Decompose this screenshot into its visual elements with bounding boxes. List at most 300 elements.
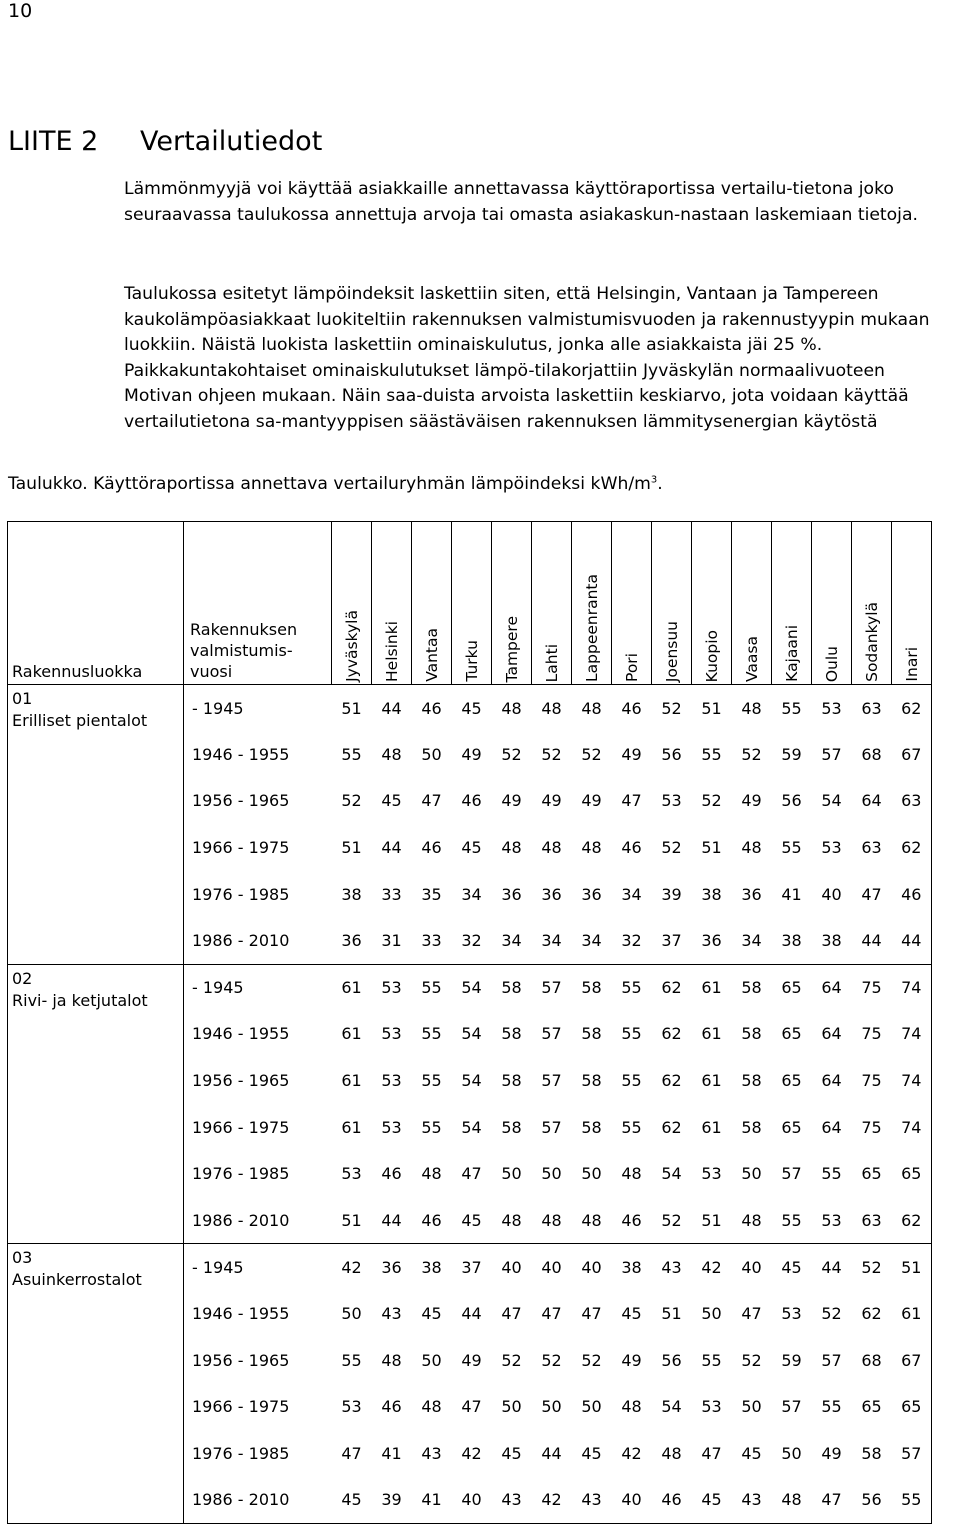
value-cell: 65 (861, 1164, 882, 1184)
value-cell: 61 (701, 1117, 722, 1137)
value-cell: 37 (652, 917, 692, 964)
table-row (8, 685, 932, 732)
value-cell: 52 (501, 744, 522, 764)
value-cell: 47 (581, 1304, 602, 1324)
value-cell: 34 (732, 917, 772, 964)
value-cell: 34 (532, 917, 572, 964)
header-city: Tampere (492, 522, 532, 685)
value-cell: 52 (581, 744, 602, 764)
header-city: Inari (892, 522, 932, 685)
value-cell: 62 (652, 964, 692, 1011)
value-cell: 46 (461, 791, 482, 811)
table-row (8, 964, 932, 1011)
value-cell: 45 (692, 1477, 732, 1524)
value-cell: 55 (772, 1197, 812, 1244)
value-cell: 53 (381, 1024, 402, 1044)
value-cell: 52 (652, 1197, 692, 1244)
value-cell: 47 (812, 1477, 852, 1524)
value-cell: 48 (581, 838, 602, 858)
value-cell: 58 (492, 964, 532, 1011)
value-cell: 55 (781, 838, 802, 858)
value-cell: 40 (452, 1477, 492, 1524)
value-cell: 65 (772, 964, 812, 1011)
value-cell: 55 (892, 1477, 932, 1524)
value-cell: 54 (461, 1071, 482, 1091)
value-cell: 43 (492, 1477, 532, 1524)
year-cell: 1966 - 1975 (184, 1383, 332, 1430)
value-cell: 54 (452, 964, 492, 1011)
year-cell: 1946 - 1955 (184, 1290, 332, 1337)
value-cell: 49 (621, 1350, 642, 1370)
value-cell: 48 (501, 838, 522, 858)
value-cell: 43 (421, 1443, 442, 1463)
value-cell: 36 (332, 917, 372, 964)
header-city: Vaasa (732, 522, 772, 685)
category-name: Erilliset pientalot (12, 711, 148, 730)
value-cell: 55 (621, 1117, 642, 1137)
value-cell: 52 (741, 1350, 762, 1370)
value-cell: 55 (412, 964, 452, 1011)
value-cell: 58 (732, 964, 772, 1011)
value-cell: 47 (341, 1443, 362, 1463)
value-cell: 55 (621, 1071, 642, 1091)
value-cell: 65 (892, 1383, 932, 1430)
value-cell: 54 (821, 791, 842, 811)
value-cell: 46 (412, 1197, 452, 1244)
value-cell: 48 (532, 685, 572, 732)
value-cell: 45 (741, 1443, 762, 1463)
value-cell: 56 (661, 1350, 682, 1370)
value-cell: 65 (781, 1024, 802, 1044)
year-cell: 1986 - 2010 (184, 1197, 332, 1244)
value-cell: 58 (501, 1117, 522, 1137)
value-cell: 48 (732, 1197, 772, 1244)
value-cell: 47 (541, 1304, 562, 1324)
value-cell: 64 (821, 1117, 842, 1137)
value-cell: 34 (572, 917, 612, 964)
value-cell: 44 (381, 838, 402, 858)
value-cell: 52 (821, 1304, 842, 1324)
value-cell: 58 (741, 1117, 762, 1137)
value-cell: 50 (541, 1397, 562, 1417)
value-cell: 50 (741, 1164, 762, 1184)
value-cell: 64 (821, 1024, 842, 1044)
header-city: Jyväskylä (332, 522, 372, 685)
value-cell: 50 (581, 1397, 602, 1417)
page-number: 10 (8, 0, 33, 22)
category-code: 03 (12, 1248, 33, 1268)
value-cell: 63 (852, 685, 892, 732)
value-cell: 46 (652, 1477, 692, 1524)
value-cell: 63 (861, 838, 882, 858)
value-cell: 51 (892, 1244, 932, 1291)
value-cell: 62 (892, 685, 932, 732)
value-cell: 45 (381, 791, 402, 811)
value-cell: 49 (461, 744, 482, 764)
value-cell: 53 (661, 791, 682, 811)
value-cell: 50 (541, 1164, 562, 1184)
value-cell: 53 (341, 1164, 362, 1184)
value-cell: 47 (461, 1164, 482, 1184)
value-cell: 36 (541, 884, 562, 904)
value-cell: 38 (772, 917, 812, 964)
value-cell: 64 (861, 791, 882, 811)
appendix-heading (8, 126, 323, 157)
value-cell: 62 (892, 824, 932, 871)
value-cell: 49 (821, 1443, 842, 1463)
table-header-row (8, 522, 932, 685)
value-cell: 45 (332, 1477, 372, 1524)
value-cell: 44 (852, 917, 892, 964)
value-cell: 65 (892, 1150, 932, 1197)
value-cell: 58 (741, 1024, 762, 1044)
value-cell: 45 (461, 838, 482, 858)
category-name: Rivi- ja ketjutalot (12, 990, 148, 1010)
value-cell: 57 (541, 1117, 562, 1137)
year-cell: 1986 - 2010 (184, 1477, 332, 1524)
value-cell: 37 (452, 1244, 492, 1291)
value-cell: 39 (661, 884, 682, 904)
value-cell: 75 (861, 1071, 882, 1091)
category-cell (8, 685, 184, 965)
value-cell: 42 (332, 1244, 372, 1291)
value-cell: 42 (621, 1443, 642, 1463)
value-cell: 57 (821, 744, 842, 764)
value-cell: 41 (412, 1477, 452, 1524)
value-cell: 47 (621, 791, 642, 811)
value-cell: 51 (692, 1197, 732, 1244)
value-cell: 54 (461, 1024, 482, 1044)
value-cell: 50 (741, 1397, 762, 1417)
category-cell (8, 1244, 184, 1524)
value-cell: 44 (892, 917, 932, 964)
value-cell: 53 (701, 1397, 722, 1417)
value-cell: 46 (621, 838, 642, 858)
value-cell: 62 (661, 1117, 682, 1137)
value-cell: 48 (421, 1397, 442, 1417)
value-cell: 61 (341, 1071, 362, 1091)
value-cell: 31 (372, 917, 412, 964)
category-code: 01 (12, 689, 33, 708)
value-cell: 36 (581, 884, 602, 904)
value-cell: 74 (892, 1057, 932, 1104)
value-cell: 53 (812, 1197, 852, 1244)
value-cell: 46 (381, 1164, 402, 1184)
header-city: Helsinki (372, 522, 412, 685)
value-cell: 74 (892, 1104, 932, 1151)
value-cell: 75 (861, 1024, 882, 1044)
value-cell: 51 (692, 685, 732, 732)
value-cell: 38 (612, 1244, 652, 1291)
value-cell: 62 (661, 1071, 682, 1091)
value-cell: 50 (501, 1164, 522, 1184)
year-cell: 1946 - 1955 (184, 1011, 332, 1058)
header-city: Turku (452, 522, 492, 685)
year-cell: - 1945 (184, 685, 332, 732)
value-cell: 51 (332, 685, 372, 732)
value-cell: 47 (461, 1397, 482, 1417)
value-cell: 53 (812, 685, 852, 732)
value-cell: 68 (861, 1350, 882, 1370)
value-cell: 54 (461, 1117, 482, 1137)
header-city: Kuopio (692, 522, 732, 685)
value-cell: 45 (501, 1443, 522, 1463)
value-cell: 35 (421, 884, 442, 904)
value-cell: 40 (732, 1244, 772, 1291)
value-cell: 55 (421, 1024, 442, 1044)
value-cell: 52 (661, 838, 682, 858)
value-cell: 43 (732, 1477, 772, 1524)
value-cell: 50 (581, 1164, 602, 1184)
value-cell: 61 (341, 1024, 362, 1044)
value-cell: 52 (341, 791, 362, 811)
year-cell: 1956 - 1965 (184, 1057, 332, 1104)
value-cell: 45 (621, 1304, 642, 1324)
value-cell: 65 (781, 1117, 802, 1137)
value-cell: 55 (421, 1071, 442, 1091)
value-cell: 53 (372, 964, 412, 1011)
value-cell: 49 (741, 791, 762, 811)
value-cell: 57 (541, 1071, 562, 1091)
value-cell: 52 (852, 1244, 892, 1291)
year-cell: 1976 - 1985 (184, 1430, 332, 1477)
value-cell: 48 (492, 1197, 532, 1244)
value-cell: 46 (421, 838, 442, 858)
header-city: Lahti (532, 522, 572, 685)
value-cell: 58 (501, 1024, 522, 1044)
value-cell: 36 (501, 884, 522, 904)
year-cell: 1966 - 1975 (184, 1104, 332, 1151)
value-cell: 52 (701, 791, 722, 811)
reference-index-table (7, 521, 932, 1524)
value-cell: 58 (581, 1024, 602, 1044)
value-cell: 40 (821, 884, 842, 904)
value-cell: 52 (581, 1350, 602, 1370)
appendix-title: Vertailutiedot (140, 126, 323, 157)
value-cell: 55 (341, 1350, 362, 1370)
value-cell: 53 (381, 1071, 402, 1091)
year-cell: - 1945 (184, 964, 332, 1011)
value-cell: 48 (541, 838, 562, 858)
year-cell: 1946 - 1955 (184, 731, 332, 778)
value-cell: 65 (861, 1397, 882, 1417)
value-cell: 48 (621, 1164, 642, 1184)
value-cell: 36 (372, 1244, 412, 1291)
value-cell: 55 (821, 1164, 842, 1184)
value-cell: 61 (701, 1071, 722, 1091)
value-cell: 65 (781, 1071, 802, 1091)
intro-paragraph: Lämmönmyyjä voi käyttää asiakkaille annettavassa käyttöraportissa vertailu-tietona joko seuraavassa taulukossa annettuja arvoja tai omasta asiakaskun-nastaan laskemiaan tietoja. (124, 179, 918, 225)
value-cell: 40 (612, 1477, 652, 1524)
category-cell (8, 964, 184, 1244)
value-cell: 55 (341, 744, 362, 764)
value-cell: 36 (692, 917, 732, 964)
value-cell: 44 (461, 1304, 482, 1324)
value-cell: 38 (812, 917, 852, 964)
value-cell: 48 (732, 685, 772, 732)
value-cell: 57 (541, 1024, 562, 1044)
value-cell: 55 (821, 1397, 842, 1417)
value-cell: 74 (892, 1011, 932, 1058)
value-cell: 55 (612, 964, 652, 1011)
header-year: Rakennuksen valmistumis-vuosi (184, 522, 332, 685)
value-cell: 44 (812, 1244, 852, 1291)
year-cell: - 1945 (184, 1244, 332, 1291)
value-cell: 48 (421, 1164, 442, 1184)
value-cell: 47 (741, 1304, 762, 1324)
value-cell: 48 (741, 838, 762, 858)
value-cell: 58 (501, 1071, 522, 1091)
value-cell: 48 (492, 685, 532, 732)
value-cell: 38 (341, 884, 362, 904)
header-city: Pori (612, 522, 652, 685)
value-cell: 51 (341, 838, 362, 858)
value-cell: 68 (861, 744, 882, 764)
value-cell: 55 (621, 1024, 642, 1044)
value-cell: 49 (461, 1350, 482, 1370)
value-cell: 62 (892, 1197, 932, 1244)
value-cell: 46 (892, 871, 932, 918)
category-name: Asuinkerrostalot (12, 1270, 142, 1290)
value-cell: 46 (612, 1197, 652, 1244)
value-cell: 63 (892, 778, 932, 825)
table-body (8, 685, 932, 1524)
value-cell: 55 (701, 744, 722, 764)
value-cell: 53 (781, 1304, 802, 1324)
value-cell: 40 (532, 1244, 572, 1291)
header-city: Vantaa (412, 522, 452, 685)
value-cell: 46 (412, 685, 452, 732)
value-cell: 44 (372, 685, 412, 732)
value-cell: 75 (861, 1117, 882, 1137)
value-cell: 52 (501, 1350, 522, 1370)
value-cell: 67 (892, 1337, 932, 1384)
value-cell: 53 (341, 1397, 362, 1417)
value-cell: 38 (701, 884, 722, 904)
value-cell: 45 (581, 1443, 602, 1463)
value-cell: 48 (381, 1350, 402, 1370)
value-cell: 64 (812, 964, 852, 1011)
value-cell: 33 (412, 917, 452, 964)
year-cell: 1966 - 1975 (184, 824, 332, 871)
caption-end: . (657, 474, 663, 494)
value-cell: 58 (581, 1071, 602, 1091)
value-cell: 58 (861, 1443, 882, 1463)
year-cell: 1976 - 1985 (184, 1150, 332, 1197)
value-cell: 44 (372, 1197, 412, 1244)
value-cell: 55 (421, 1117, 442, 1137)
value-cell: 46 (612, 685, 652, 732)
value-cell: 47 (421, 791, 442, 811)
value-cell: 59 (781, 1350, 802, 1370)
value-cell: 58 (572, 964, 612, 1011)
value-cell: 57 (781, 1164, 802, 1184)
value-cell: 43 (381, 1304, 402, 1324)
value-cell: 52 (741, 744, 762, 764)
value-cell: 54 (661, 1164, 682, 1184)
value-cell: 50 (501, 1397, 522, 1417)
header-category: Rakennusluokka (8, 522, 184, 685)
value-cell: 41 (781, 884, 802, 904)
value-cell: 39 (372, 1477, 412, 1524)
value-cell: 56 (661, 744, 682, 764)
value-cell: 41 (381, 1443, 402, 1463)
value-cell: 42 (532, 1477, 572, 1524)
header-city: Joensuu (652, 522, 692, 685)
value-cell: 52 (652, 685, 692, 732)
value-cell: 48 (661, 1443, 682, 1463)
value-cell: 48 (772, 1477, 812, 1524)
value-cell: 48 (532, 1197, 572, 1244)
value-cell: 32 (452, 917, 492, 964)
value-cell: 43 (572, 1477, 612, 1524)
appendix-label: LIITE 2 (8, 126, 99, 157)
value-cell: 61 (892, 1290, 932, 1337)
value-cell: 45 (421, 1304, 442, 1324)
value-cell: 75 (852, 964, 892, 1011)
value-cell: 53 (701, 1164, 722, 1184)
value-cell: 32 (612, 917, 652, 964)
value-cell: 49 (581, 791, 602, 811)
value-cell: 58 (741, 1071, 762, 1091)
value-cell: 47 (861, 884, 882, 904)
header-city: Oulu (812, 522, 852, 685)
value-cell: 54 (661, 1397, 682, 1417)
value-cell: 58 (581, 1117, 602, 1137)
value-cell: 52 (541, 1350, 562, 1370)
value-cell: 47 (701, 1443, 722, 1463)
header-city: Sodankylä (852, 522, 892, 685)
value-cell: 57 (892, 1430, 932, 1477)
value-cell: 56 (781, 791, 802, 811)
caption-superscript: 3 (650, 474, 658, 486)
value-cell: 53 (821, 838, 842, 858)
value-cell: 61 (341, 1117, 362, 1137)
year-cell: 1976 - 1985 (184, 871, 332, 918)
value-cell: 40 (492, 1244, 532, 1291)
value-cell: 33 (381, 884, 402, 904)
value-cell: 53 (381, 1117, 402, 1137)
value-cell: 48 (621, 1397, 642, 1417)
value-cell: 48 (572, 685, 612, 732)
value-cell: 42 (692, 1244, 732, 1291)
value-cell: 56 (852, 1477, 892, 1524)
value-cell: 51 (332, 1197, 372, 1244)
value-cell: 48 (381, 744, 402, 764)
method-paragraph: Taulukossa esitetyt lämpöindeksit laskettiin siten, että Helsingin, Vantaan ja Tampereen kaukolämpöasiakkaat luokiteltiin rakennuksen valmistumisvuoden ja rakennustyypin mukaan luokkiin. Näistä luokista laskettiin ominaiskulutus, jonka alle asiakkaista jäi 25 %. Paikkakuntakohtaiset ominaiskulutukset lämpö-tilakorjattiin Jyväskylän normaalivuoteen Motivan ohjeen mukaan. Näin saa-duista arvoista laskettiin keskiarvo, jota voidaan käyttää vertailutietona sa-mantyyppisen säästäväisen rakennuksen lämmitysenergian käytöstä (124, 284, 930, 432)
value-cell: 44 (541, 1443, 562, 1463)
value-cell: 55 (772, 685, 812, 732)
value-cell: 49 (541, 791, 562, 811)
value-cell: 34 (461, 884, 482, 904)
value-cell: 61 (692, 964, 732, 1011)
value-cell: 50 (421, 1350, 442, 1370)
year-cell: 1986 - 2010 (184, 917, 332, 964)
value-cell: 45 (452, 1197, 492, 1244)
header-city: Lappeenranta (572, 522, 612, 685)
value-cell: 62 (861, 1304, 882, 1324)
value-cell: 45 (452, 685, 492, 732)
value-cell: 55 (701, 1350, 722, 1370)
value-cell: 61 (332, 964, 372, 1011)
table-caption (8, 474, 663, 494)
category-code: 02 (12, 968, 33, 988)
value-cell: 57 (781, 1397, 802, 1417)
value-cell: 40 (572, 1244, 612, 1291)
value-cell: 46 (381, 1397, 402, 1417)
value-cell: 50 (701, 1304, 722, 1324)
value-cell: 45 (772, 1244, 812, 1291)
